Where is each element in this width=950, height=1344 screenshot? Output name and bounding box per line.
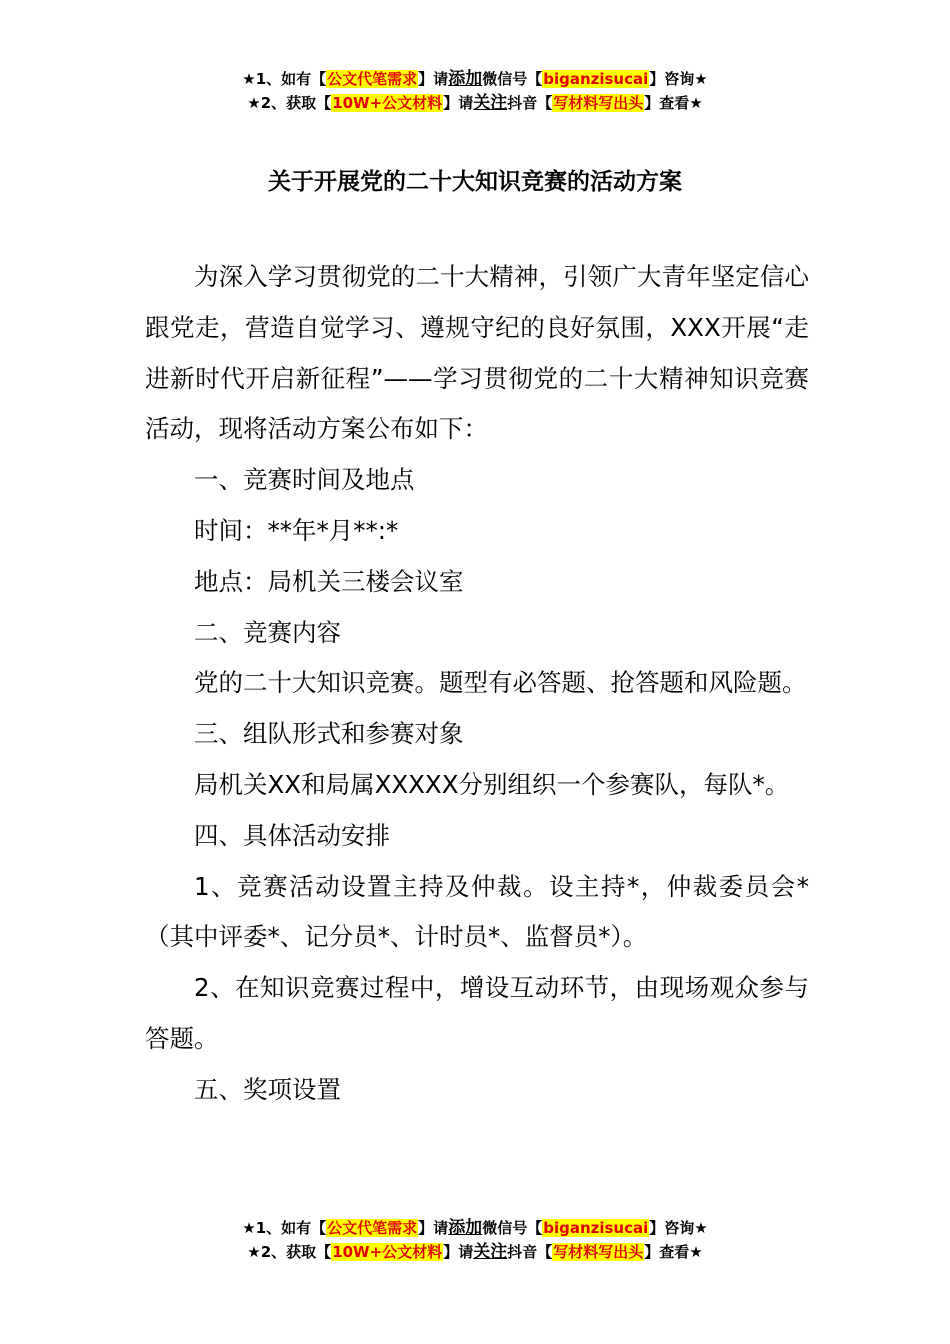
banner-text: 】请 [443, 1243, 474, 1261]
paragraph-teams: 局机关XX和局属XXXXX分别组织一个参赛队，每队*。 [194, 769, 790, 799]
banner-text: 抖音【 [507, 1243, 553, 1261]
paragraph-arrangement-2: 2、在知识竞赛过程中，增设互动环节，由现场观众参与答题。 [145, 973, 809, 1053]
banner-underline: 添加 [448, 1218, 483, 1238]
banner-line-1 [0, 67, 950, 91]
section-heading-content: 二、竞赛内容 [194, 617, 341, 647]
section-heading-teams: 三、组队形式和参赛对象 [194, 719, 464, 749]
banner-line-2 [0, 1240, 950, 1264]
banner-text: 抖音【 [507, 94, 553, 112]
banner-text: 】咨询★ [649, 1219, 708, 1237]
banner-highlight: 写材料写出头 [553, 1243, 644, 1261]
banner-highlight: biganzisucai [543, 70, 649, 88]
banner-text: 】查看★ [644, 94, 703, 112]
document-title: 关于开展党的二十大知识竞赛的活动方案 [268, 169, 682, 195]
banner-text: ★1、如有【 [242, 70, 327, 88]
banner-text: ★1、如有【 [242, 1219, 327, 1237]
paragraph-place: 地点：局机关三楼会议室 [194, 566, 464, 596]
banner-text: 】请 [418, 70, 449, 88]
section-heading-arrangement: 四、具体活动安排 [194, 820, 390, 850]
section-heading-time-place: 一、竞赛时间及地点 [194, 465, 415, 495]
banner-highlight: biganzisucai [543, 1219, 649, 1237]
section-heading-awards: 五、奖项设置 [194, 1074, 341, 1104]
banner-line-2 [0, 91, 950, 115]
banner-underline: 添加 [448, 69, 483, 89]
paragraph-arrangement-1: 1、竞赛活动设置主持及仲裁。设主持*，仲裁委员会*（其中评委*、记分员*、计时员*、监督员*）。 [145, 871, 809, 952]
footer-banner [0, 1216, 950, 1264]
paragraph-time: 时间：**年*月**:* [194, 515, 399, 545]
banner-text: 】请 [443, 94, 474, 112]
banner-text: 】咨询★ [649, 70, 708, 88]
header-banner [0, 67, 950, 115]
banner-text: 】查看★ [644, 1243, 703, 1261]
paragraph-intro: 为深入学习贯彻党的二十大精神，引领广大青年坚定信心跟党走，营造自觉学习、遵规守纪的良好氛围，XXX开展“走进新时代开启新征程”——学习贯彻党的二十大精神知识竞赛活动，现将活动方案公布如下： [145, 262, 809, 444]
banner-highlight: 公文代笔需求 [327, 1219, 418, 1237]
banner-text: ★2、获取【 [247, 1243, 332, 1261]
banner-text: 微信号【 [482, 70, 543, 88]
document-body [145, 252, 809, 1116]
paragraph-content: 党的二十大知识竞赛。题型有必答题、抢答题和风险题。 [194, 668, 807, 698]
banner-underline: 关注 [473, 1242, 508, 1262]
banner-highlight: 公文代笔需求 [327, 70, 418, 88]
banner-line-1 [0, 1216, 950, 1240]
banner-text: 】请 [418, 1219, 449, 1237]
banner-text: ★2、获取【 [247, 94, 332, 112]
banner-highlight: 写材料写出头 [553, 94, 644, 112]
banner-highlight: 10W+公文材料 [332, 1243, 443, 1261]
banner-text: 微信号【 [482, 1219, 543, 1237]
banner-underline: 关注 [473, 93, 508, 113]
banner-highlight: 10W+公文材料 [332, 94, 443, 112]
